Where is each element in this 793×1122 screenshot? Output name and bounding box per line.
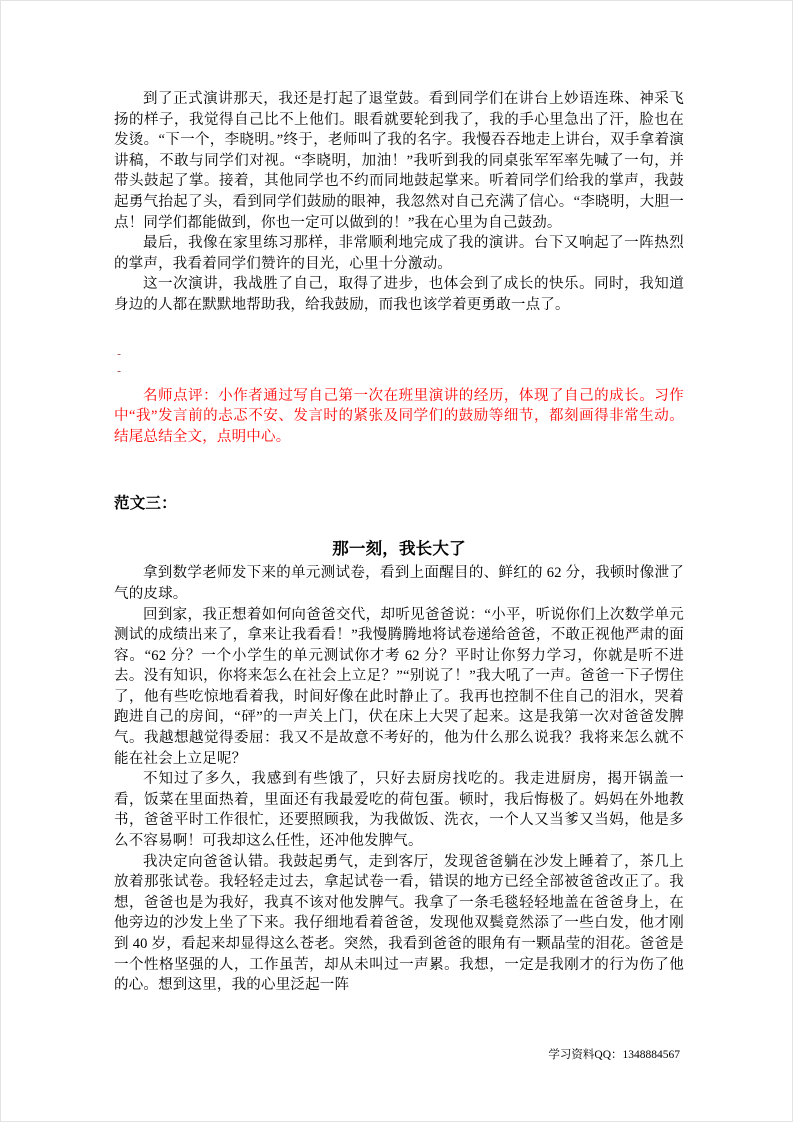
stray-dash-2: - [117, 364, 121, 377]
essay2-paragraph-finish: 最后，我像在家里练习那样，非常顺利地完成了我的演讲。台下又响起了一阵热烈的掌声，我看着同学们赞许的目光，心里十分激动。 [114, 235, 684, 272]
essay2-paragraph-speech-day: 到了正式演讲那天，我还是打起了退堂鼓。看到同学们在讲台上妙语连珠、神采飞扬的样子，我觉得自己比不上他们。眼看就要轮到我了，我的手心里急出了汗，脸也在发烫。“下一个，李晓明。”终于，老师叫了我的名字。我慢吞吞地走上讲台，双手拿着演讲稿，不敢与同学们对视。“李晓明，加油！”我听到我的同桌张军军率先喊了一句，并带头鼓起了掌。接着，其他同学也不约而同地鼓起掌来。听着同学们给我的掌声，我鼓起勇气抬起了头，看到同学们鼓励的眼神，我忽然对自己充满了信心。“李晓明，大胆一点！同学们都能做到，你也一定可以做到的！”我在心里为自己鼓劲。 [114, 91, 684, 231]
essay3-title: 那一刻，我长大了 [332, 540, 466, 559]
essay3-paragraph-apology: 我决定向爸爸认错。我鼓起勇气，走到客厅，发现爸爸躺在沙发上睡着了，茶几上放着那张试卷。我轻轻走过去，拿起试卷一看，错误的地方已经全部被爸爸改正了。我想，爸爸也是为我好，我真不该对他发脾气。我拿了一条毛毯轻轻地盖在爸爸身上，在他旁边的沙发上坐了下来。我仔细地看着爸爸，发现他双鬓竟然添了一些白发，他才刚到 40 岁，看起来却显得这么苍老。突然，我看到爸爸的眼角有一颗晶莹的泪花。爸爸是一个性格坚强的人，工作虽苦，却从未叫过一声累。我想，一定是我刚才的行为伤了他的心。想到这里，我的心里泛起一阵 [114, 853, 684, 994]
essay2-paragraph-conclusion: 这一次演讲，我战胜了自己，取得了进步，也体会到了成长的快乐。同时，我知道身边的人都在默默地帮助我，给我鼓励，而我也该学着更勇敢一点了。 [114, 276, 684, 313]
stray-marks [114, 346, 684, 380]
footer-contact-info: 学习资料QQ：1348884567 [548, 1049, 680, 1061]
teacher-comment: 名师点评：小作者通过写自己第一次在班里演讲的经历，体现了自己的成长。习作中“我”发言前的忐忑不安、发言时的紧张及同学们的鼓励等细节，都刻画得非常生动。结尾总结全文，点明中心。 [114, 387, 684, 445]
document-content [114, 89, 684, 996]
essay3-paragraph-argument: 回到家，我正想着如何向爸爸交代，却听见爸爸说：“小平，听说你们上次数学单元测试的成绩出来了，拿来让我看看！”我慢腾腾地将试卷递给爸爸，不敢正视他严肃的面容。“62 分？一个小学生的单元测试你才考 62 分？平时让你努力学习，你就是听不进去。没有知识，你将来怎么在社会上立足？”“别说了！”我大吼了一声。爸爸一下子愣住了，他有些吃惊地看着我，时间好像在此时静止了。我再也控制不住自己的泪水，哭着跑进自己的房间，“砰”的一声关上门，伏在床上大哭了起来。这是我第一次对爸爸发脾气。我越想越觉得委屈：我又不是故意不考好的，他为什么那么说我？我将来怎么就不能在社会上立足呢？ [114, 606, 684, 767]
essay3-paragraph-kitchen: 不知过了多久，我感到有些饿了，只好去厨房找吃的。我走进厨房，揭开锅盖一看，饭菜在里面热着，里面还有我最爱吃的荷包蛋。顿时，我后悔极了。妈妈在外地教书，爸爸平时工作很忙，还要照顾我，为我做饭、洗衣，一个人又当爹又当妈，他是多么不容易啊！可我却这么任性，还冲他发脾气。 [114, 771, 684, 850]
section-heading-sample-essay-3: 范文三： [114, 495, 177, 513]
essay3-paragraph-test-score: 拿到数学老师发下来的单元测试卷，看到上面醒目的、鲜红的 62 分，我顿时像泄了气的皮球。 [114, 565, 684, 602]
stray-dash-1: - [117, 347, 121, 360]
